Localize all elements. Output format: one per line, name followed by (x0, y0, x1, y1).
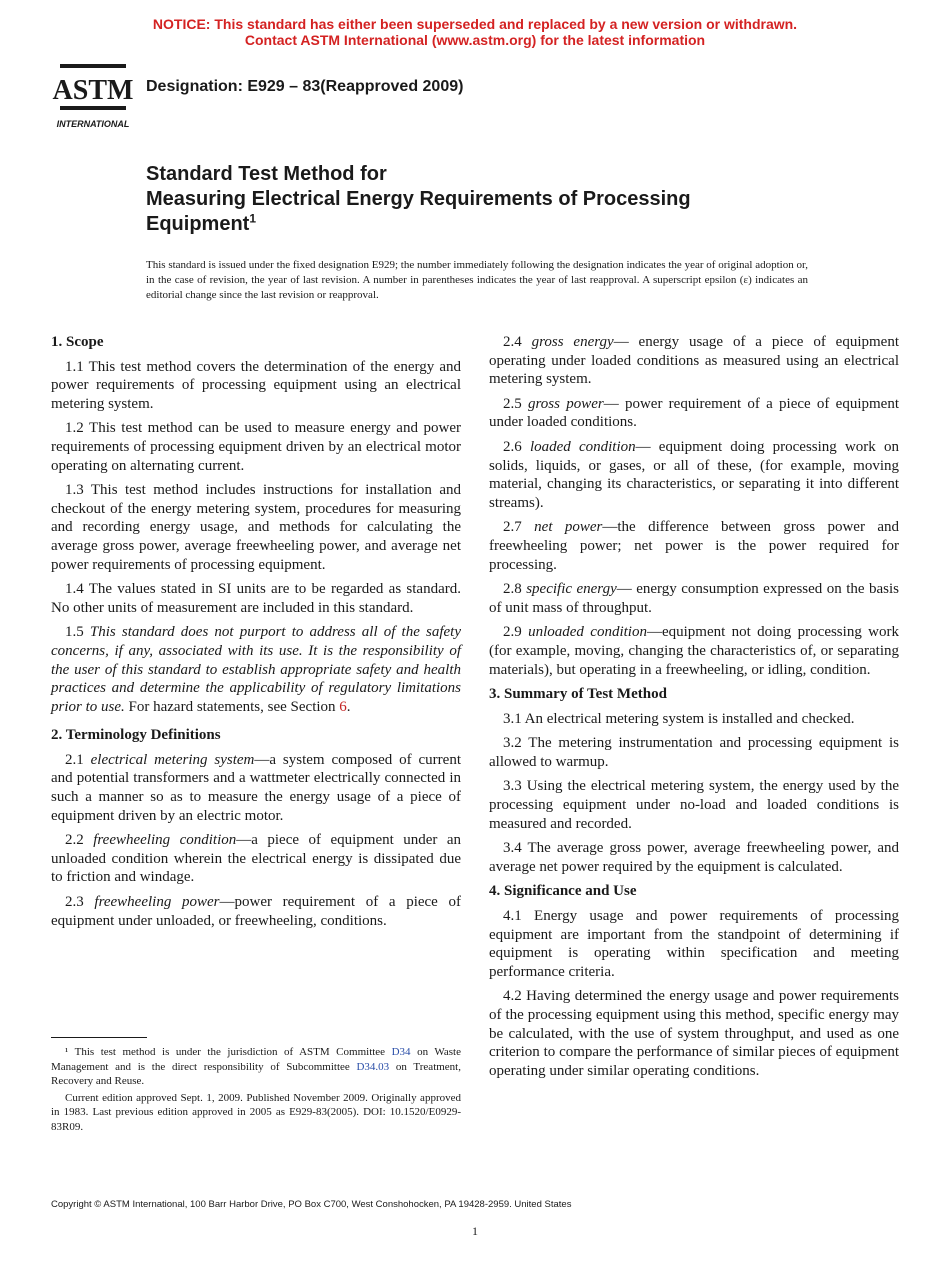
paragraph-2-9-number: 2.9 (503, 624, 529, 641)
title-footnote-ref[interactable]: 1 (249, 211, 257, 226)
paragraph-1-2: 1.2 This test method can be used to measure energy and power requirements of processing equipment driven by an electrical motor operating on alternating current. (51, 420, 461, 474)
paragraph-3-2: 3.2 The metering instrumentation and processing equipment is allowed to warmup. (489, 735, 899, 770)
paragraph-2-5 (489, 395, 899, 432)
definition-2-8: — energy consumption expressed on the basis of unit mass of throughput. (489, 581, 899, 616)
paragraph-2-6-number: 2.6 (503, 438, 530, 455)
paragraph-4-1: 4.1 Energy usage and power requirements of processing equipment are important from the standpoint of determining if equipment is operating within specification and meeting performance criteria. (489, 908, 899, 980)
footnote-divider (51, 1037, 147, 1038)
paragraph-2-6 (489, 438, 899, 512)
document-title (146, 162, 906, 237)
logo-subtitle: INTERNATIONAL (56, 119, 130, 129)
term-electrical-metering-system: electrical metering system (90, 751, 255, 768)
safety-statement: This standard does not purport to address all of the safety concerns, if any, associated with its use. It is the responsibility of the user of this standard to establish appropriate safety and health practices and determine the applicability of regulatory limitations prior to use. (51, 624, 462, 715)
term-unloaded-condition: unloaded condition (528, 624, 647, 641)
subcommittee-d34-03-link[interactable]: D34.03 (356, 1060, 390, 1073)
paragraph-1-4: 1.4 The values stated in SI units are to be regarded as standard. No other units of measurement are included in this standard. (51, 581, 461, 616)
paragraph-2-1 (51, 751, 461, 825)
definition-2-5: — power requirement of a piece of equipment under loaded conditions. (489, 395, 899, 431)
term-loaded-condition: loaded condition (529, 438, 636, 455)
astm-logo (52, 56, 134, 132)
paragraph-3-4: 3.4 The average gross power, average freewheeling power, and average net power required by the equipment is calculated. (489, 840, 899, 875)
paragraph-2-3 (51, 893, 461, 930)
title-line-1: Standard Test Method for (146, 163, 387, 185)
right-column (489, 333, 899, 1086)
section-heading-terminology: 2. Terminology Definitions (51, 727, 221, 744)
footnote-1-text-c: on Treatment, Recovery and Reuse. (51, 1060, 461, 1088)
term-specific-energy: specific energy (526, 581, 617, 598)
paragraph-2-9 (489, 623, 899, 679)
paragraph-2-4-number: 2.4 (503, 334, 532, 350)
paragraph-1-5 (51, 623, 461, 716)
definition-2-1: —a system composed of current and potential transformers and a wattmeter electrically connected in such a manner so as to measure the energy usage of a piece of equipment driven by an electric motor. (51, 751, 461, 824)
paragraph-3-3: 3.3 Using the electrical metering system, the energy used by the processing equipment under no-load and loaded conditions is measured and recorded. (489, 778, 899, 832)
paragraph-2-7 (489, 518, 899, 574)
term-freewheeling-condition: freewheeling condition (93, 832, 237, 849)
term-net-power: net power (534, 519, 603, 536)
paragraph-1-5-number: 1.5 (65, 624, 90, 641)
footnotes (51, 1045, 461, 1137)
logo-bar-top (60, 64, 126, 68)
term-gross-power: gross power (528, 395, 604, 412)
copyright-line: Copyright © ASTM International, 100 Barr Harbor Drive, PO Box C700, West Conshohocken, PA 19428-2959. United States (51, 1199, 572, 1210)
paragraph-2-2-number: 2.2 (65, 832, 94, 849)
paragraph-2-8-number: 2.8 (503, 581, 527, 598)
title-line-3-text: Equipment (146, 213, 250, 235)
logo-mark: ASTM (52, 75, 134, 106)
paragraph-2-8 (489, 580, 899, 617)
definition-2-6: — equipment doing processing work on solids, liquids, or gases, or all of these, (for example, moving material, changing its characteristics, or separating it into different streams). (489, 438, 899, 511)
paragraph-2-7-number: 2.7 (503, 519, 535, 536)
definition-2-9: —equipment not doing processing work (for example, moving, changing the characteristics of, or separating materials), but operating in a freewheeling, or idling, condition. (489, 624, 899, 678)
paragraph-2-3-number: 2.3 (65, 894, 95, 911)
paragraph-1-5-tail: For hazard statements, see Section (124, 698, 340, 715)
notice-banner (0, 16, 950, 48)
paragraph-4-2: 4.2 Having determined the energy usage and power requirements of the processing equipment using this method, specific energy may be calculated, with the use of system throughput, and used as one criterion to compare the performance of similar pieces of equipment operating under similar operating conditions. (489, 988, 899, 1079)
term-gross-energy: gross energy (531, 334, 614, 350)
footnote-1 (51, 1045, 461, 1089)
section-heading-significance: 4. Significance and Use (489, 883, 637, 900)
notice-line-1: NOTICE: This standard has either been superseded and replaced by a new version or withdrawn. (152, 16, 798, 32)
section-heading-summary: 3. Summary of Test Method (489, 686, 667, 703)
paragraph-2-4 (489, 333, 899, 389)
paragraph-2-1-number: 2.1 (65, 751, 91, 768)
notice-line-2: Contact ASTM International (www.astm.org) for the latest information (244, 32, 706, 48)
definition-2-2: —a piece of equipment under an unloaded condition wherein the electrical energy is dissipated due to friction and windage. (51, 832, 461, 886)
definition-2-3: —power requirement of a piece of equipment under unloaded, or freewheeling, conditions. (51, 894, 461, 929)
section-heading-scope: 1. Scope (51, 334, 104, 350)
committee-d34-link[interactable]: D34 (391, 1046, 411, 1058)
paragraph-3-1: 3.1 An electrical metering system is installed and checked. (503, 710, 855, 727)
paragraph-2-5-number: 2.5 (503, 395, 528, 412)
title-line-2: Measuring Electrical Energy Requirements of Processing (146, 188, 691, 210)
term-freewheeling-power: freewheeling power (94, 894, 220, 911)
definition-2-7: —the difference between gross power and freewheeling power; net power is the power required for processing. (489, 519, 900, 573)
paragraph-1-3: 1.3 This test method includes instructions for installation and checkout of the energy metering system, procedures for measuring and recording energy usage, and methods for calculating the average gross power, average freewheeling power, and average net power requirements of processing equipment. (51, 482, 461, 573)
logo-bar-bottom (60, 106, 126, 110)
paragraph-1-1: 1.1 This test method covers the determination of the energy and power requirements of processing equipment using an electrical metering system. (51, 358, 461, 412)
footnote-1-text-b: on Waste Management and is the direct responsibility of Subcommittee (51, 1046, 461, 1073)
paragraph-2-2 (51, 831, 461, 887)
page-number: 1 (472, 1224, 478, 1238)
paragraph-1-5-end: . (346, 698, 351, 715)
footnote-1-text-a: ¹ This test method is under the jurisdiction of ASTM Committee (65, 1046, 392, 1058)
left-column (51, 333, 461, 936)
designation: Designation: E929 – 83(Reapproved 2009) (146, 78, 464, 95)
definition-2-4: — energy usage of a piece of equipment operating under loaded conditions as measured using an electrical metering system. (489, 334, 899, 388)
title-line-3 (146, 212, 906, 237)
preamble: This standard is issued under the fixed designation E929; the number immediately following the designation indicates the year of original adoption or, in the case of revision, the year of last revision. A number in parentheses indicates the year of last reapproval. A superscript epsilon (ε) indicates an editorial change since the last revision or reapproval. (146, 259, 808, 301)
section-6-link[interactable]: 6 (339, 698, 347, 715)
footnote-edition: Current edition approved Sept. 1, 2009. Published November 2009. Originally approved in 1983. Last previous edition approved in 2005 as E929-83(2005). DOI: 10.1520/E0929-83R09. (51, 1091, 461, 1133)
